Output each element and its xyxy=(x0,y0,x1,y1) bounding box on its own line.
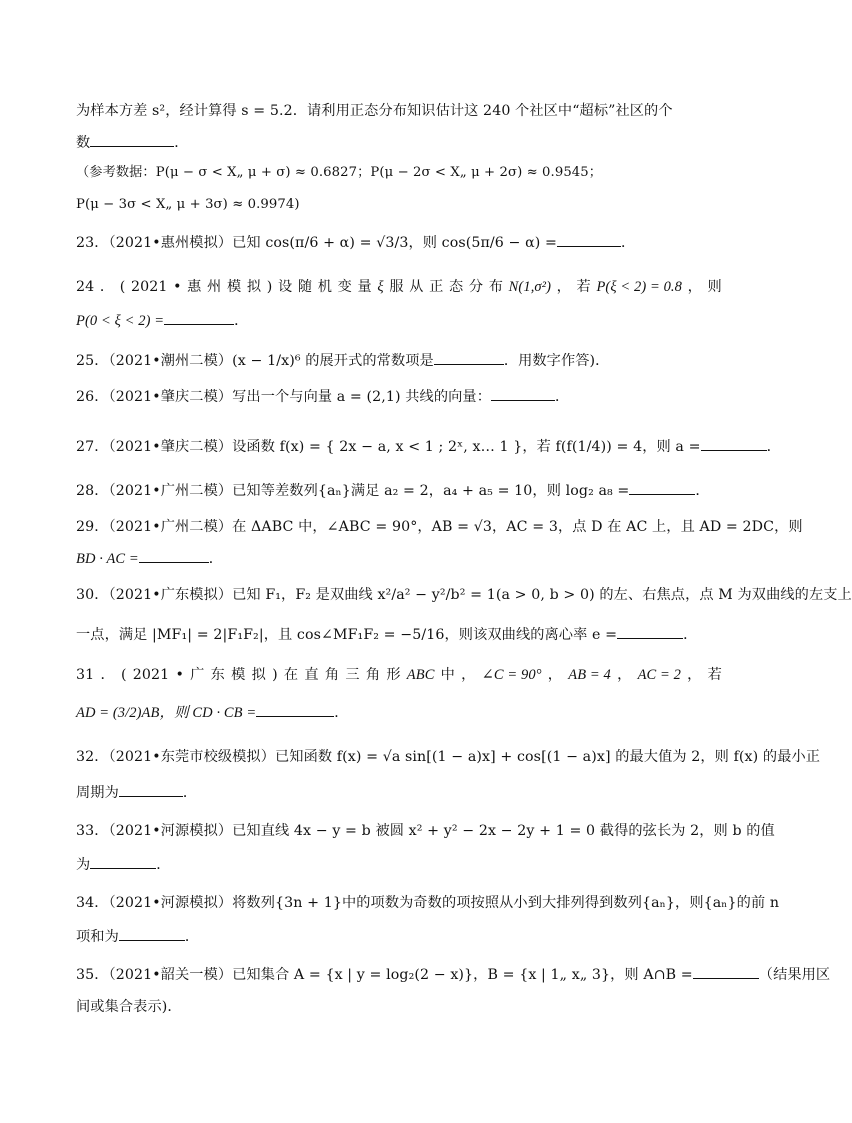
question-32-cont xyxy=(76,782,722,804)
answer-blank[interactable] xyxy=(701,436,767,451)
text-span: 态 xyxy=(448,279,464,295)
text-span: ． xyxy=(156,857,171,873)
text-span: 若 xyxy=(576,279,591,295)
text-span: 服 xyxy=(389,279,404,295)
answer-blank[interactable] xyxy=(617,624,683,639)
question-29-cont xyxy=(76,548,722,570)
answer-blank[interactable] xyxy=(629,480,695,495)
text-span: 模 xyxy=(231,667,246,683)
text-span: 中 xyxy=(440,667,455,683)
text-span: 为 xyxy=(76,857,91,873)
text-span: • xyxy=(175,667,184,683)
answer-blank[interactable] xyxy=(491,386,555,401)
text-span: 惠 xyxy=(187,279,202,295)
text-span: BD · AC = xyxy=(76,551,139,567)
text-span: 23．（2021•惠州模拟）已知 cos(π/6 + α) = √3/3，则 cos(5π/6 − α) = xyxy=(76,235,558,251)
answer-blank[interactable] xyxy=(693,964,759,979)
text-span: 间或集合表示)． xyxy=(76,999,182,1015)
text-span: ． xyxy=(683,627,698,643)
text-span: 28．（2021•广州二模）已知等差数列{aₙ}满足 a₂ = 2，a₄ + a₅ = 10，则 log₂ a₈ = xyxy=(76,483,630,499)
question-34 xyxy=(76,892,780,914)
answer-blank[interactable] xyxy=(164,310,234,325)
question-34-cont xyxy=(76,926,722,948)
answer-blank[interactable] xyxy=(434,350,504,365)
text-span: ． xyxy=(621,235,636,251)
answer-blank[interactable] xyxy=(90,854,156,869)
question-25 xyxy=(76,350,722,372)
text-span: 若 xyxy=(707,667,722,683)
question-28 xyxy=(76,480,722,502)
text-span: 变 xyxy=(337,279,352,295)
text-span: 直 xyxy=(304,667,319,683)
text-span: ( xyxy=(119,279,126,295)
text-span: 三 xyxy=(345,667,360,683)
text-span: 26．（2021•肇庆二模）写出一个与向量 a = (2,1) 共线的向量： xyxy=(76,389,491,405)
text-span: 从 xyxy=(409,279,424,295)
question-30-cont xyxy=(76,624,722,646)
text-span: • xyxy=(173,279,182,295)
text-span: ． xyxy=(99,279,115,295)
question-32 xyxy=(76,746,821,768)
question-24-cont xyxy=(76,310,722,332)
answer-blank[interactable] xyxy=(119,782,183,797)
text-span: 一点，满足 |MF₁| = 2|F₁F₂|，且 cos∠MF₁F₂ = −5/16，则该双曲线的离心率 e = xyxy=(76,627,618,643)
text-span: 30．（2021•广东模拟）已知 F₁，F₂ 是双曲线 x²/a² − y²/b² = 1(a > 0, b > 0) 的左、右焦点，点 M 为双曲线的左支上 xyxy=(76,587,852,603)
text-span: 州 xyxy=(207,279,222,295)
text-span: N(1,σ²) xyxy=(508,279,552,295)
text-span: 正 xyxy=(429,279,444,295)
text-span: AC = 2 xyxy=(637,667,681,683)
question-35-cont xyxy=(76,996,722,1018)
question-35 xyxy=(76,964,831,986)
text-span: 机 xyxy=(317,279,333,295)
text-span: （参考数据：P(μ − σ < X„ μ + σ) ≈ 0.6827；P(μ − 2σ < X„ μ + 2σ) ≈ 0.9545； xyxy=(76,165,603,180)
text-span: ， xyxy=(617,667,632,683)
text-span: 随 xyxy=(297,279,313,295)
text-span: 2021 xyxy=(130,279,168,295)
text-span: 32．（2021•东莞市校级模拟）已知函数 f(x) = √a sin[(1 − a)x] + cos[(1 − a)x] 的最大值为 2，则 f(x) 的最小正 xyxy=(76,749,821,765)
text-span: 布 xyxy=(488,279,504,295)
text-span: 31 xyxy=(76,667,95,683)
text-span: ∠C = 90° xyxy=(481,667,542,683)
answer-blank[interactable] xyxy=(557,232,621,247)
text-span: ． xyxy=(555,389,570,405)
text-span: ．用数字作答)． xyxy=(503,353,610,369)
text-span: ． xyxy=(100,667,115,683)
text-line xyxy=(76,132,722,154)
text-span: ， xyxy=(687,667,702,683)
text-span: 量 xyxy=(357,279,372,295)
question-33 xyxy=(76,820,775,842)
text-span: P(μ − 3σ < X„ μ + 3σ) ≈ 0.9974) xyxy=(76,197,300,212)
text-span: ． xyxy=(234,313,249,329)
text-span: 广 xyxy=(190,667,205,683)
text-span: ． xyxy=(182,785,198,801)
reference-data-line xyxy=(76,162,722,184)
question-31 xyxy=(76,664,722,686)
text-span: 周期为 xyxy=(76,785,119,801)
text-span: ， xyxy=(461,667,476,683)
text-span: AB = 4 xyxy=(568,667,611,683)
text-span: 则 xyxy=(707,279,722,295)
question-31-cont xyxy=(76,702,722,724)
question-30 xyxy=(76,584,852,606)
text-span: （结果用区 xyxy=(758,967,831,983)
answer-blank[interactable] xyxy=(119,926,185,941)
text-span: ． xyxy=(695,483,710,499)
text-span: 东 xyxy=(210,667,225,683)
reference-data-line xyxy=(76,194,722,216)
text-span: 设 xyxy=(277,279,293,295)
text-span: 在 xyxy=(283,667,299,683)
question-33-cont xyxy=(76,854,722,876)
text-span: 数 xyxy=(76,135,91,151)
text-span: 角 xyxy=(365,667,381,683)
text-span: ． xyxy=(174,135,189,151)
text-span: P(0 < ξ < 2) = xyxy=(76,313,165,329)
text-span: 25．（2021•潮州二模）(x − 1/x)⁶ 的展开式的常数项是 xyxy=(76,353,434,369)
text-span: ． xyxy=(334,705,349,721)
text-span: 拟 xyxy=(251,667,266,683)
question-26 xyxy=(76,386,722,408)
text-span: 为样本方差 s²，经计算得 s = 5.2．请利用正态分布知识估计这 240 个社区中“超标”社区的个 xyxy=(76,103,673,119)
text-span: ， xyxy=(687,279,702,295)
text-span: ． xyxy=(208,551,224,567)
answer-blank[interactable] xyxy=(139,548,209,563)
answer-blank[interactable] xyxy=(256,702,334,717)
text-span: 27．（2021•肇庆二模）设函数 f(x) = { 2x − a, x < 1 ; 2ˣ, x… 1 }，若 f(f(1/4)) = 4，则 a = xyxy=(76,439,701,455)
text-span: 形 xyxy=(386,667,401,683)
text-span: ABC xyxy=(406,667,435,683)
text-span: ) xyxy=(272,667,278,683)
question-27 xyxy=(76,436,781,458)
text-span: ， xyxy=(556,279,571,295)
text-span: 24 xyxy=(76,279,95,295)
text-span: 分 xyxy=(468,279,484,295)
text-span: 35．（2021•韶关一模）已知集合 A = {x | y = log₂(2 − x)}，B = {x | 1„ x„ 3}，则 A∩B = xyxy=(76,967,693,983)
text-span: AD = (3/2)AB，则 CD · CB = xyxy=(76,705,257,721)
text-span: ) xyxy=(266,279,273,295)
text-span: ， xyxy=(547,667,563,683)
text-span: 34．（2021•河源模拟）将数列{3n + 1}中的项数为奇数的项按照从小到大排列得到数列{aₙ}，则{aₙ}的前 n xyxy=(76,895,780,911)
text-span: ξ xyxy=(377,279,384,295)
text-span: 模 xyxy=(226,279,242,295)
text-span: P(ξ < 2) = 0.8 xyxy=(596,279,683,295)
text-span: 项和为 xyxy=(76,929,119,945)
text-span: 2021 xyxy=(132,667,170,683)
text-span: ． xyxy=(766,439,781,455)
text-span: 角 xyxy=(324,667,340,683)
text-span: 拟 xyxy=(246,279,262,295)
question-24 xyxy=(76,276,722,298)
text-span: 33．（2021•河源模拟）已知直线 4x − y = b 被圆 x² + y² − 2x − 2y + 1 = 0 截得的弦长为 2，则 b 的值 xyxy=(76,823,775,839)
text-span: ( xyxy=(120,667,127,683)
question-23 xyxy=(76,232,722,254)
text-span: ． xyxy=(184,929,200,945)
text-line xyxy=(76,100,722,122)
text-span: 29．（2021•广州二模）在 ΔABC 中，∠ABC = 90°，AB = √3，AC = 3，点 D 在 AC 上，且 AD = 2DC，则 xyxy=(76,519,803,535)
question-29 xyxy=(76,516,803,538)
answer-blank[interactable] xyxy=(90,132,174,147)
